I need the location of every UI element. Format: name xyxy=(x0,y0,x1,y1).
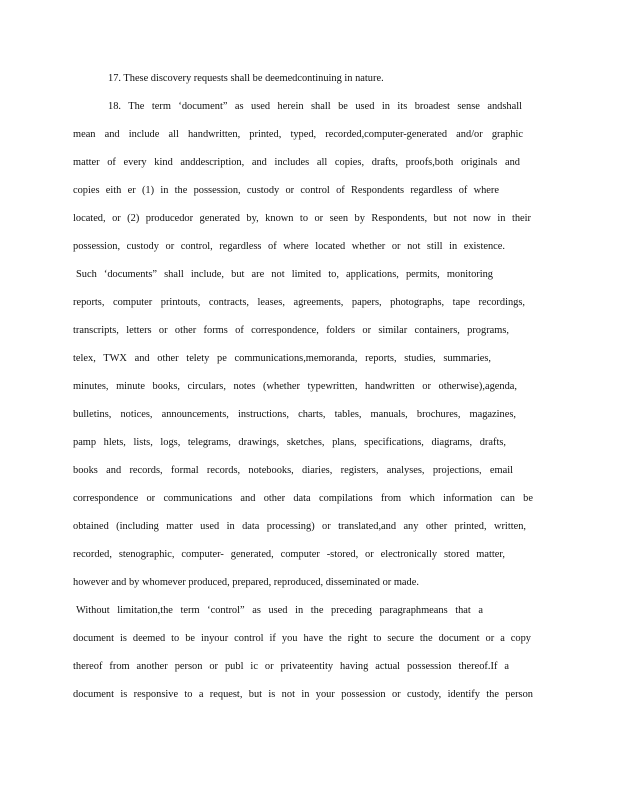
text-line: obtained (including matter used in data processing) or translated,and any other printed, written, xyxy=(73,521,526,532)
text-line: thereof from another person or publ ic or privateentity having actual possession thereof.If a xyxy=(73,661,509,672)
text-line: books and records, formal records, notebooks, diaries, registers, analyses, projections, email xyxy=(73,465,513,476)
text-line: Without limitation,the term ‘control” as used in the preceding paragraphmeans that a xyxy=(76,605,483,616)
text-line: bulletins, notices, announcements, instructions, charts, tables, manuals, brochures, magazines, xyxy=(73,409,516,420)
text-line: recorded, stenographic, computer- generated, computer -stored, or electronically stored matter, xyxy=(73,549,505,560)
text-line: transcripts, letters or other forms of correspondence, folders or similar containers, programs, xyxy=(73,325,509,336)
paragraph-18-first-line: 18. The term ‘document” as used herein shall be used in its broadest sense andshall xyxy=(108,101,522,112)
text-line: matter of every kind anddescription, and includes all copies, drafts, proofs,both originals and xyxy=(73,157,520,168)
text-line: correspondence or communications and other data compilations from which information can be xyxy=(73,493,533,504)
text-line: located, or (2) producedor generated by, known to or seen by Respondents, but not now in their xyxy=(73,213,531,224)
text-line: Such ‘documents” shall include, but are not limited to, applications, permits, monitoring xyxy=(76,269,493,280)
text-line: however and by whomever produced, prepared, reproduced, disseminated or made. xyxy=(73,577,419,588)
text-line: copies eith er (1) in the possession, custody or control of Respondents regardless of where xyxy=(73,185,499,196)
text-line: pamp hlets, lists, logs, telegrams, drawings, sketches, plans, specifications, diagrams, drafts, xyxy=(73,437,506,448)
text-line: document is deemed to be inyour control if you have the right to secure the document or a copy xyxy=(73,633,531,644)
text-line: telex, TWX and other telety pe communications,memoranda, reports, studies, summaries, xyxy=(73,353,491,364)
paragraph-17-line: 17. These discovery requests shall be deemedcontinuing in nature. xyxy=(108,73,384,84)
text-line: document is responsive to a request, but is not in your possession or custody, identify the person xyxy=(73,689,533,700)
text-line: reports, computer printouts, contracts, leases, agreements, papers, photographs, tape recordings, xyxy=(73,297,525,308)
text-line: minutes, minute books, circulars, notes (whether typewritten, handwritten or otherwise),agenda, xyxy=(73,381,517,392)
text-line: possession, custody or control, regardless of where located whether or not still in existence. xyxy=(73,241,505,252)
text-line: mean and include all handwritten, printed, typed, recorded,computer-generated and/or graphic xyxy=(73,129,523,140)
